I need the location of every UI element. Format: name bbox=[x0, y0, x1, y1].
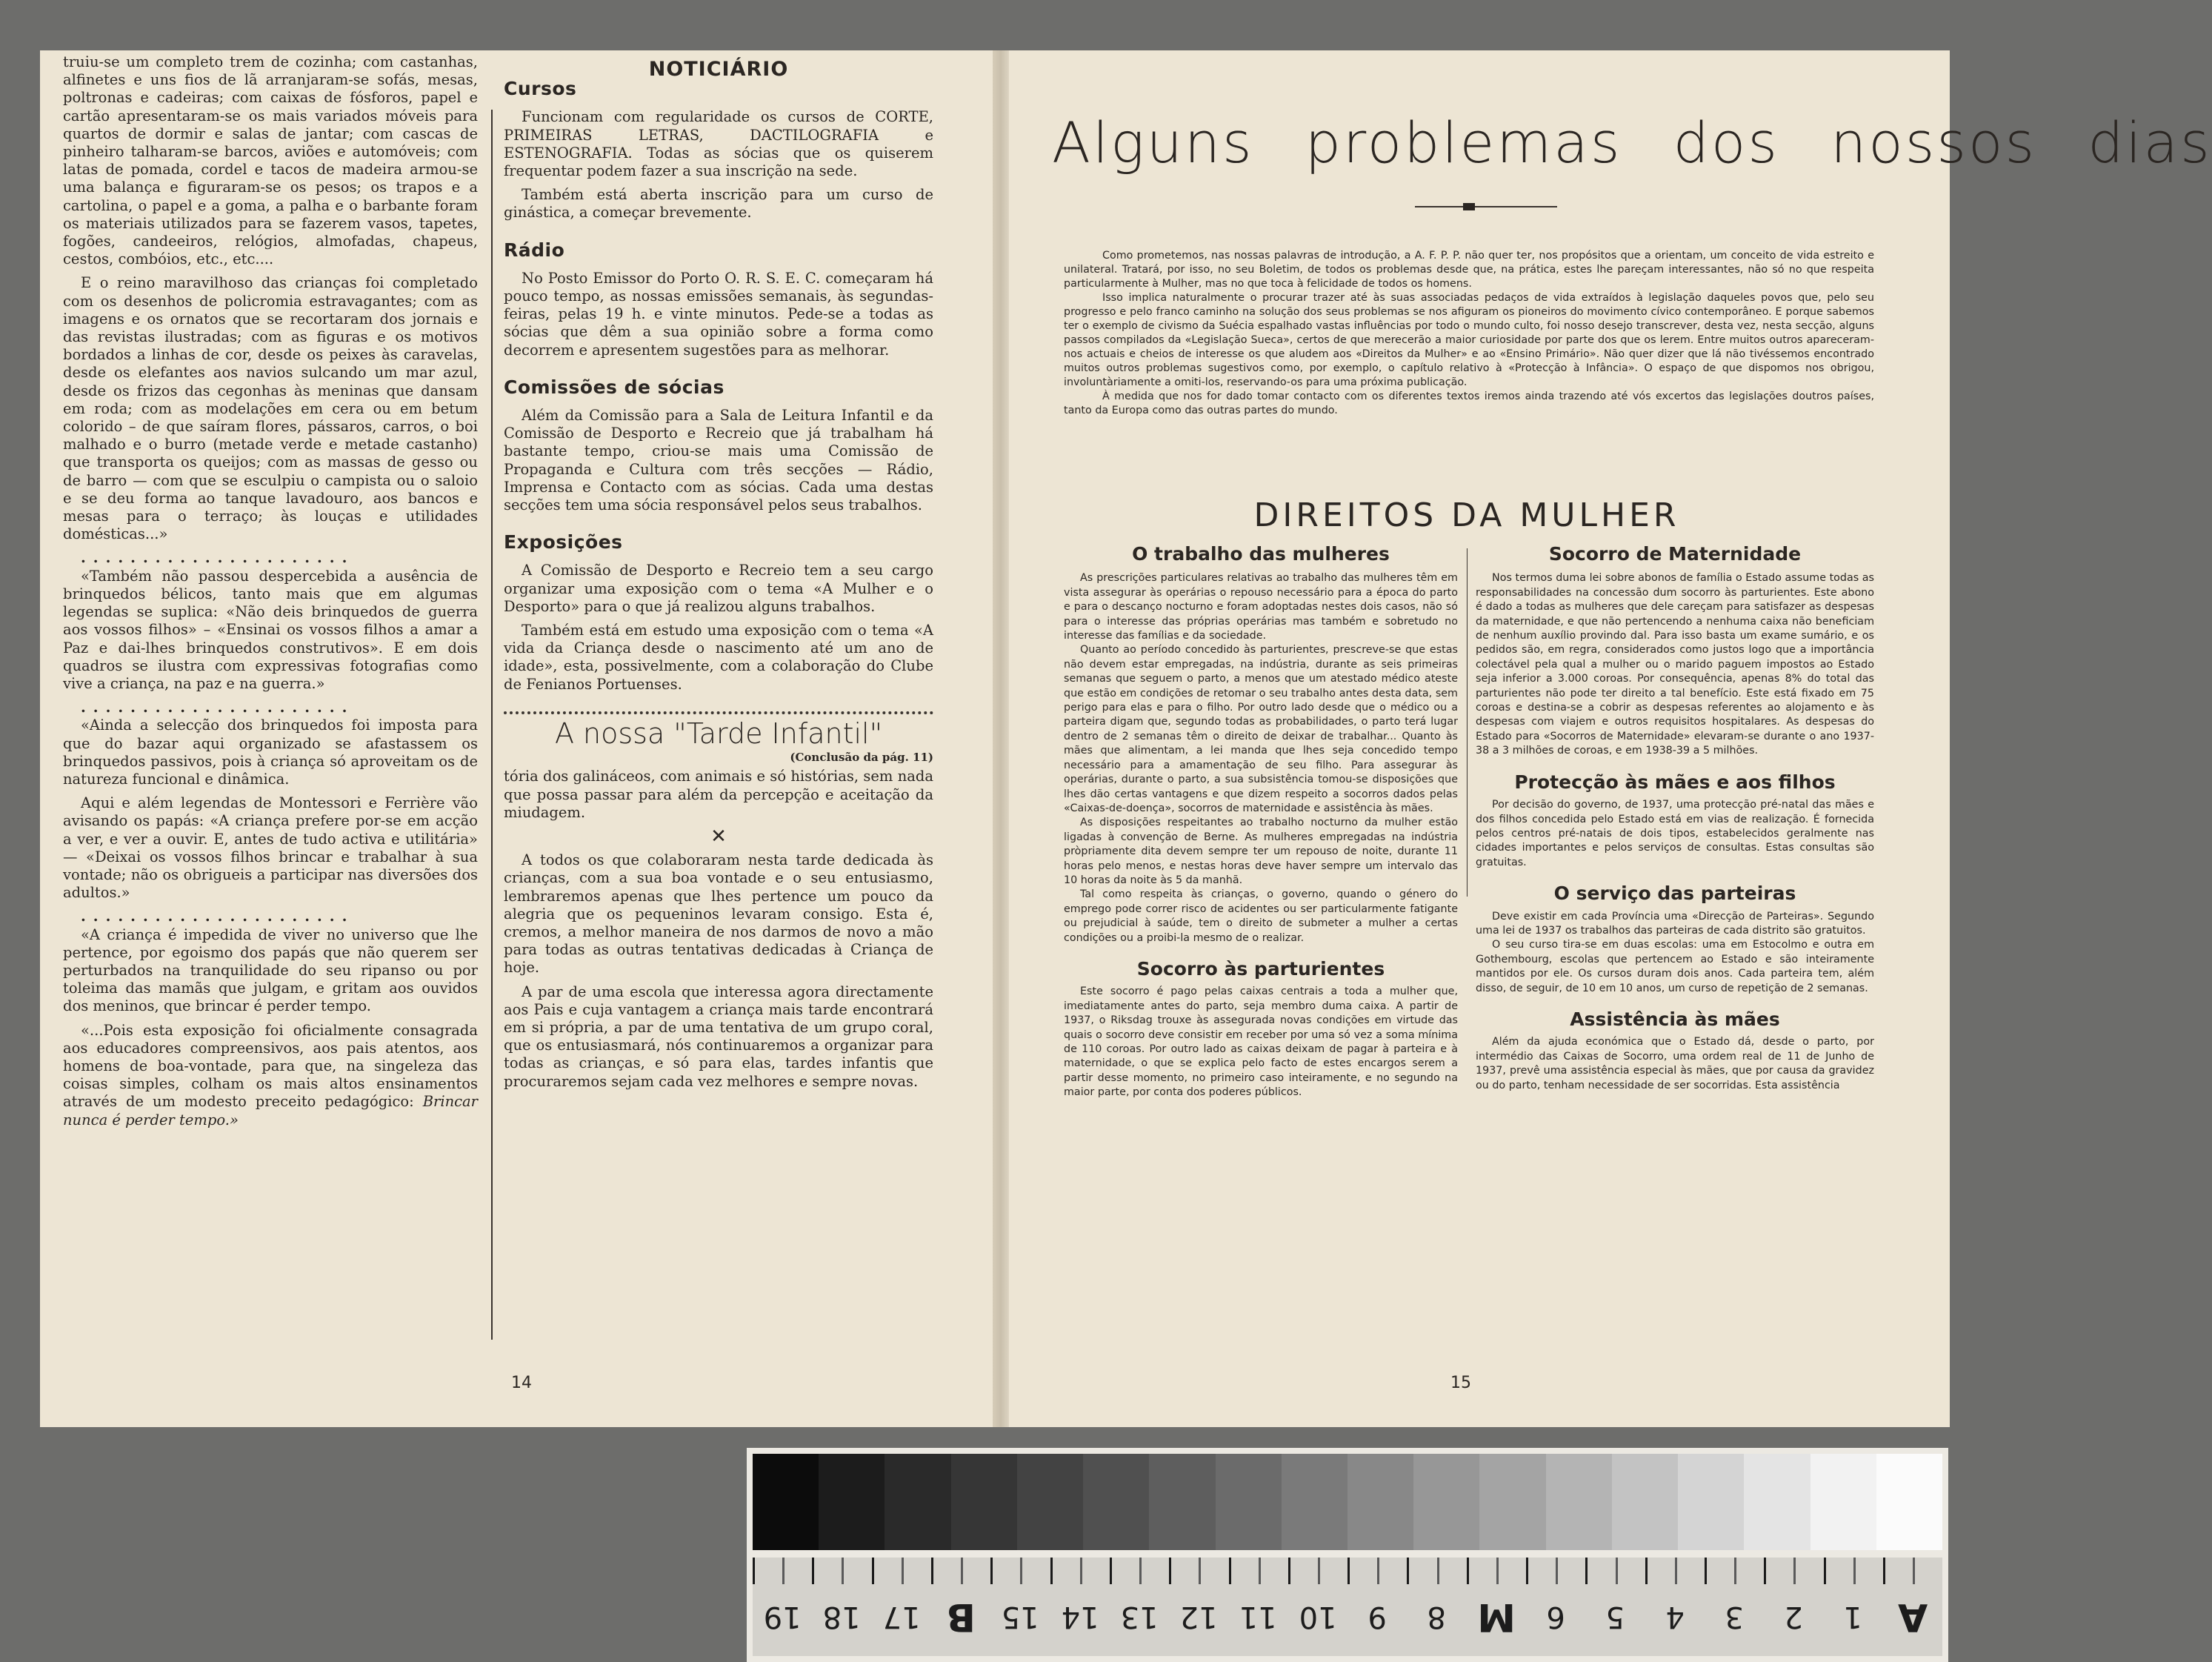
right-column-1 bbox=[1064, 542, 1458, 1360]
paragraph: A todos os que colaboraram nesta tarde dedicada às crianças, com a sua boa vontade e o seu entusiasmo, lembraremos apenas que lhes pertence um pouco da alegria que os pequeninos levaram consigo. Esta é, cremos, a melhor maneira de nos darmos de novo a mão para todas as outras tentativas dedicadas à Criança de hoje. bbox=[504, 851, 933, 977]
paragraph: Também está aberta inscrição para um curso de ginástica, a começar brevemente. bbox=[504, 186, 933, 222]
section-heading-exposicoes: Exposições bbox=[504, 531, 623, 554]
column-divider bbox=[1467, 548, 1468, 897]
scale-tick bbox=[1139, 1558, 1169, 1584]
section-heading-cursos: Cursos bbox=[504, 78, 577, 100]
scale-tick bbox=[1853, 1558, 1883, 1584]
scale-tick bbox=[1110, 1558, 1139, 1584]
scale-label: 13 bbox=[1120, 1600, 1159, 1634]
section-heading-socorro-parturientes: Socorro às parturientes bbox=[1136, 957, 1385, 980]
paragraph: Como prometemos, nas nossas palavras de introdução, a A. F. P. P. não quer ter, nos propósitos que a orientam, um conceito de vida estreito e unilateral. Tratará, por isso, no seu Boletim, de todos os problemas desde que, na prática, estes lhe pareçam interessantes, não só no que respeita particularmente à Mulher, mas no que toca à felicidade de todos os homens. bbox=[1064, 250, 1874, 290]
paragraph: «Também não passou despercebida a ausência de brinquedos bélicos, tanto mais que em algumas legendas se suplica: «Não deis brinquedos de guerra aos vossos filhos» – «Ensinai os vossos filhos a amar a Paz e dai-lhes brinquedos construtivos». E em dois quadros se ilustra com expressivas fotografias como vive a criança, na paz e na guerra.» bbox=[63, 567, 478, 692]
scale-label: 15 bbox=[1001, 1600, 1039, 1634]
closing-motto: Brincar nunca é perder tempo.» bbox=[63, 1093, 479, 1129]
gray-patch bbox=[1744, 1454, 1810, 1550]
noticiario-title: NOTICIÁRIO bbox=[648, 58, 789, 81]
page-number-left: 14 bbox=[511, 1374, 532, 1392]
scale-tick bbox=[1556, 1558, 1585, 1584]
gray-patch bbox=[1546, 1454, 1612, 1550]
scale-tick bbox=[1793, 1558, 1823, 1584]
gray-patch bbox=[1413, 1454, 1479, 1550]
scale-tick bbox=[1616, 1558, 1645, 1584]
right-column-2 bbox=[1476, 542, 1874, 1360]
grayscale-patches bbox=[753, 1454, 1942, 1550]
paragraph: No Posto Emissor do Porto O. R. S. E. C. começaram há pouco tempo, as nossas emissões semanais, às segundas-feiras, pelas 19 h. e vinte minutos. Pede-se a todas as sócias que dêm a sua opinião sobre a forma como decorrem e apresentem sugestões para as melhorar. bbox=[504, 269, 933, 359]
scale-tick bbox=[1169, 1558, 1199, 1584]
dot-separator: ...................... bbox=[81, 699, 355, 717]
section-heading-comissoes: Comissões de sócias bbox=[504, 376, 724, 398]
paragraph: tória dos galináceos, com animais e só histórias, sem nada que possa passar para além da percepção e aceitação da miudagem. bbox=[504, 768, 933, 821]
scale-label: 9 bbox=[1367, 1600, 1387, 1634]
scale-tick bbox=[1347, 1558, 1377, 1584]
scale-label: 8 bbox=[1427, 1600, 1447, 1634]
scale-tick bbox=[1675, 1558, 1705, 1584]
gray-patch bbox=[1612, 1454, 1678, 1550]
paragraph: A par de uma escola que interessa agora directamente aos Pais e cuja vantagem a criança mais tarde encontrará em si própria, a par de uma tentativa de um grupo coral, que os entusiasmará, nós continuaremos a organizar para todas as crianças, e só para elas, tardes infantis que procuraremos sejam cada vez melhores e sempre novas. bbox=[504, 983, 933, 1090]
intro-text bbox=[1064, 249, 1874, 479]
column-divider bbox=[491, 110, 493, 1340]
scale-labels bbox=[753, 1587, 1942, 1646]
paragraph: Este socorro é pago pelas caixas centrais a toda a mulher que, imediatamente antes do parto, seja membro duma caixa. A partir de 1937, o Riksdag trouxe às assegurada novas condições em virtude das quais o socorro deve consistir em receber por uma só vez a soma mínima de 110 coroas. Por outro lado as caixas deixam de pagar à parteira e à maternidade, o que se explica pelo facto de estes encargos serem a partir desse momento, no primeiro caso inteiramente, e no segundo na maior parte, por conta dos poderes públicos. bbox=[1064, 985, 1458, 1099]
scale-tick bbox=[1764, 1558, 1793, 1584]
scale-tick bbox=[1883, 1558, 1913, 1584]
dotted-rule bbox=[504, 711, 933, 714]
gray-patch bbox=[1479, 1454, 1545, 1550]
scale-tick bbox=[782, 1558, 812, 1584]
gray-patch bbox=[1678, 1454, 1744, 1550]
gray-patch bbox=[1282, 1454, 1347, 1550]
scale-tick bbox=[1377, 1558, 1407, 1584]
paragraph: O seu curso tira-se em duas escolas: uma em Estocolmo e outra em Gothembourg, escolas que pertencem ao Estado e são inteiramente mantidos por ele. Os cursos duram dois anos. Cada parteira tem, além disso, de seguir, de 10 em 10 anos, um curso de repetição de 2 semanas. bbox=[1476, 939, 1874, 994]
scale-label: 14 bbox=[1061, 1600, 1099, 1634]
dot-separator: ...................... bbox=[81, 549, 355, 567]
scale-tick bbox=[1645, 1558, 1675, 1584]
paragraph: E o reino maravilhoso das crianças foi completado com os desenhos de policromia estravagantes; com as imagens e os ornatos que se recortaram dos jornais e das revistas ilustradas; com as figuras e os motivos bordados a linhas de cor, desde os peixes às caravelas, desde os elefantes aos navios sulcando um mar azul, desde os frizos das cegonhas às meninas que dansam em roda; com as modelações em cera ou em betum colorido – de que saíram flores, pássaros, carros, o boi malhado e o burro (metade verde e metade castanho) que transporta os queijos; com as massas de gesso ou de barro — com que se esculpiu o campista ou o saloio e se deu forma ao tanque lavadouro, aos bancos e mesas para o terraço; às louças e utilidades domésticas...» bbox=[63, 274, 478, 543]
paragraph: Por decisão do governo, de 1937, uma protecção pré-natal das mães e dos filhos concedida pelo Estado está em vias de realização. É fornecida pelos centros pré-natais de dois tipos, estabelecidos geralmente nas cidades importantes e pelos serviços de consultas. Estas consultas são gratuitas. bbox=[1476, 799, 1874, 868]
gray-patch bbox=[1017, 1454, 1083, 1550]
gray-patch bbox=[951, 1454, 1017, 1550]
color-calibration-target bbox=[747, 1448, 1948, 1662]
paragraph: Além da Comissão para a Sala de Leitura Infantil e da Comissão de Desporto e Recreio que já trabalham há bastante tempo, criou-se mais uma Comissão de Propaganda e Cultura com três secções — Rádio, Imprensa e Contacto com as sócias. Cada uma destas secções tem uma sócia responsável pelos seus trabalhos. bbox=[504, 407, 933, 514]
gray-patch bbox=[1876, 1454, 1942, 1550]
scale-tick bbox=[1467, 1558, 1496, 1584]
left-column-1 bbox=[63, 53, 478, 1328]
scale-label: 19 bbox=[763, 1600, 802, 1634]
scale-tick bbox=[1050, 1558, 1080, 1584]
book-spine bbox=[993, 50, 1009, 1427]
gray-patch bbox=[885, 1454, 950, 1550]
tarde-infantil-title: A nossa "Tarde Infantil" bbox=[554, 717, 883, 750]
scale-tick bbox=[1229, 1558, 1259, 1584]
scale-tick bbox=[1288, 1558, 1318, 1584]
paragraph: Além da ajuda económica que o Estado dá, desde o parto, por intermédio das Caixas de Socorro, uma ordem real de 11 de Junho de 1937, prevê uma assistência especial às mães, que por causa da gravidez ou do parto, tenham necessidade de ser socorridas. Esta assistência bbox=[1476, 1036, 1874, 1091]
scale-tick bbox=[842, 1558, 871, 1584]
section-heading-parteiras: O serviço das parteiras bbox=[1553, 882, 1796, 905]
title-rule-mark bbox=[1463, 203, 1475, 210]
scale-tick bbox=[812, 1558, 842, 1584]
paragraph: As prescrições particulares relativas ao trabalho das mulheres têm em vista assegurar às operárias o repouso necessário para a época do parto e para o descanço nocturno e foram adoptadas nestes dois casos, não só para o interesse das próprias operárias mas também e sobretudo no interesse das famílias e da sociedade. bbox=[1064, 572, 1458, 642]
gray-patch bbox=[1347, 1454, 1413, 1550]
paragraph: «Ainda a selecção dos brinquedos foi imposta para que do bazar aqui organizado se afastassem os brinquedos passivos, pois à criança só aproveitam os de natureza funcional e dinâmica. bbox=[63, 717, 478, 788]
scale-tick bbox=[1318, 1558, 1347, 1584]
scale-tick bbox=[990, 1558, 1020, 1584]
scale-label: 5 bbox=[1605, 1600, 1625, 1634]
paragraph: Funcionam com regularidade os cursos de CORTE, PRIMEIRAS LETRAS, DACTILOGRAFIA e ESTENOGRAFIA. Todas as sócias que os quiserem frequentar podem fazer a sua inscrição na sede. bbox=[504, 108, 933, 180]
scale-tick bbox=[1526, 1558, 1556, 1584]
scale-label: 18 bbox=[823, 1600, 861, 1634]
scale-label: B bbox=[946, 1595, 976, 1639]
section-heading-assistencia: Assistência às mães bbox=[1570, 1008, 1780, 1030]
scale-label: 3 bbox=[1725, 1600, 1744, 1634]
measurement-scale bbox=[753, 1558, 1942, 1656]
scale-tick bbox=[1705, 1558, 1734, 1584]
scale-tick bbox=[1913, 1558, 1942, 1584]
scale-label: 10 bbox=[1299, 1600, 1337, 1634]
scale-label: 11 bbox=[1239, 1600, 1278, 1634]
paragraph: «A criança é impedida de viver no universo que lhe pertence, por egoismo dos papás que não querem ser perturbados na tranquilidade do seu ripanso ou por toleima das mamãs que julgam, e gritam aos ouvidos dos meninos, que brincar é perder tempo. bbox=[63, 925, 478, 1015]
section-heading-trabalho: O trabalho das mulheres bbox=[1132, 543, 1390, 565]
title-rule bbox=[1415, 206, 1557, 207]
cross-ornament: ✕ bbox=[710, 825, 727, 848]
scale-tick bbox=[1407, 1558, 1436, 1584]
page-number-right: 15 bbox=[1450, 1374, 1471, 1392]
scale-tick bbox=[1496, 1558, 1526, 1584]
scale-ticks bbox=[753, 1558, 1942, 1584]
paragraph: Isso implica naturalmente o procurar trazer até às suas associadas pedaços de vida extraídos à legislação daqueles povos que, pelo seu progresso e pelo franco caminho na solução dos seus problemas se nos afiguram os pioneiros do movimento cívico contemporâneo. E porque sabemos ter o exemplo de civismo da Suécia espalhado vastas influências por todo o mundo culto, foi nosso desejo transcrever, desta vez, nesta secção, alguns passos compilados da «Legislação Sueca», certos de que merecerão a maior curiosidade por parte dos que os lerem. Entre muitos outros apareceram-nos actuais e cheios de interesse os que aludem aos «Direitos da Mulher» e ao «Ensino Primário». Não quer dizer que lá não tivéssemos encontrado muitos outros problemas sugestivos como, por exemplo, o capítulo relativo à «Protecção à Infância». O espaço de que dispomos nos obrigou, involuntàriamente a omiti-los, reservando-os para uma próxima publicação. bbox=[1064, 292, 1874, 388]
paragraph: Deve existir em cada Província uma «Direcção de Parteiras». Segundo uma lei de 1937 os trabalhos das parteiras de cada distrito são gratuitos. bbox=[1476, 910, 1874, 937]
left-column-2 bbox=[504, 58, 933, 1335]
gray-patch bbox=[1083, 1454, 1149, 1550]
paragraph: Também está em estudo uma exposição com o tema «A vida da Criança desde o nascimento até um ano de idade», esta, possivelmente, com a colaboração do Clube de Fenianos Portuenses. bbox=[504, 622, 933, 693]
dot-separator: ...................... bbox=[81, 908, 355, 925]
gray-patch bbox=[753, 1454, 819, 1550]
scale-label: 6 bbox=[1546, 1600, 1565, 1634]
scale-label: 2 bbox=[1784, 1600, 1803, 1634]
scale-label: 17 bbox=[882, 1600, 921, 1634]
gray-patch bbox=[819, 1454, 885, 1550]
main-title: Alguns problemas dos nossos dias bbox=[1052, 110, 2212, 176]
scale-tick bbox=[961, 1558, 990, 1584]
gray-patch bbox=[1149, 1454, 1215, 1550]
paragraph: À medida que nos for dado tomar contacto com os diferentes textos iremos ainda trazendo até vós excertos das legislações doutros países, tanto da Europa como das outras partes do mundo. bbox=[1064, 390, 1874, 416]
scale-label: A bbox=[1897, 1595, 1928, 1639]
paragraph: A Comissão de Desporto e Recreio tem a seu cargo organizar uma exposição com o tema «A Mulher e o Desporto» para o que já realizou alguns trabalhos. bbox=[504, 562, 933, 615]
paragraph: Aqui e além legendas de Montessori e Ferrière vão avisando os papás: «A criança prefere por-se em acção a ver, e ver a ouvir. E, antes de tudo activa e utilitária» — «Deixai os vossos filhos brincar e trabalhar à sua vontade; não os obrigueis a participar nas diversões dos adultos.» bbox=[63, 794, 478, 902]
gray-patch bbox=[1216, 1454, 1282, 1550]
paragraph: truiu-se um completo trem de cozinha; com castanhas, alfinetes e uns fios de lã arranjaram-se sofás, mesas, poltronas e cadeiras; com caixas de fósforos, papel e cartão apresentaram-se os mais variados móveis para quartos de dormir e salas de jantar; com cascas de pinheiro talharam-se barcos, aviões e automóveis; com latas de pomada, cordel e tacos de madeira armou-se uma balança e figuraram-se os pesos; os trapos e a cartolina, o papel e a goma, a palha e o barbante foram os materiais utilizados para se fazerem vasos, tapetes, fogões, candeeiros, relógios, almofadas, chapeus, cestos, combóios, etc., etc.... bbox=[63, 53, 478, 268]
paragraph-text: «...Pois esta exposição foi oficialmente consagrada aos educadores compreensivos, aos pais atentos, aos homens de boa-vontade, para que, na singeleza das coisas simples, colham os mais altos ensinamentos através de um modesto preceito pedagógico: bbox=[63, 1021, 478, 1111]
section-heading-socorro-maternidade: Socorro de Maternidade bbox=[1548, 543, 1802, 565]
scale-tick bbox=[1824, 1558, 1853, 1584]
scale-tick bbox=[902, 1558, 931, 1584]
paragraph: Quanto ao período concedido às parturientes, prescreve-se que estas não devem estar empregadas, na indústria, durante as seis primeiras semanas que seguem o parto, a menos que um atestado médico ateste que estão em condições de retomar o seu trabalho antes desta data, sem perigo para elas e para o filho. Por outro lado desde que o médico ou a parteira digam que, segundo todas as probabilidades, o parto terá lugar dentro de 2 semanas têm o direito de deixar de trabalhar... Quanto às mães que alimentam, a lei manda que lhes seja concedido tempo necessário para a amamentação de seu filho. Para assegurar às operárias, durante o parto, a sua subsistência tomou-se disposições que lhes dão certas vantagens e que dizem respeito a socorros dados pelas «Caixas-de-doença», socorros de maternidade e assistência às mães. bbox=[1064, 644, 1458, 814]
section-heading-proteccao: Protecção às mães e aos filhos bbox=[1514, 771, 1836, 793]
scale-tick bbox=[1585, 1558, 1615, 1584]
gray-patch bbox=[1810, 1454, 1876, 1550]
scale-tick bbox=[1259, 1558, 1288, 1584]
scale-label: M bbox=[1476, 1595, 1516, 1639]
scale-tick bbox=[753, 1558, 782, 1584]
scale-tick bbox=[1437, 1558, 1467, 1584]
scale-label: 12 bbox=[1179, 1600, 1218, 1634]
paragraph bbox=[63, 1022, 478, 1129]
scale-tick bbox=[1020, 1558, 1050, 1584]
continuation-note: (Conclusão da pág. 11) bbox=[790, 751, 933, 765]
scale-label: 1 bbox=[1843, 1600, 1863, 1634]
scale-tick bbox=[1734, 1558, 1764, 1584]
scale-tick bbox=[931, 1558, 961, 1584]
scale-tick bbox=[1199, 1558, 1228, 1584]
direitos-da-mulher-title: DIREITOS DA MULHER bbox=[1253, 496, 1680, 534]
scale-tick bbox=[1080, 1558, 1110, 1584]
paragraph: As disposições respeitantes ao trabalho nocturno da mulher estão ligadas à convenção de Berne. As mulheres empregadas na indústria pròpriamente dita devem sempre ter um repouso de noite, durante 11 horas pelo menos, e nestas horas deve haver sempre um intervalo das 10 horas da noite às 5 da manhã. bbox=[1064, 817, 1458, 886]
section-heading-radio: Rádio bbox=[504, 239, 565, 261]
paragraph: Tal como respeita às crianças, o governo, quando o género do emprego pode correr risco de acidentes ou ser particularmente fatigante ou prejudicial à saúde, tem o direito de submeter a mulher a certas condições ou a proibi-la mesmo de o realizar. bbox=[1064, 888, 1458, 944]
scale-label: 4 bbox=[1665, 1600, 1685, 1634]
paragraph: Nos termos duma lei sobre abonos de família o Estado assume todas as responsabilidades na concessão dum socorro às parturientes. Este abono é dado a todas as mulheres que dele careçam para satisfazer as despesas da maternidade, e que não pertencendo a nenhuma caixa não beneficiam de nenhum auxílio provindo dal. Para isso basta um exame sumário, e os pedidos são, em regra, considerados como justos logo que a importância colectável pela qual a mulher ou o marido paguem impostos ao Estado seja inferior a 3.000 coroas. Por consequência, apenas 8% do total das parturientes não pode ter direito a tal benefício. Este está fixado em 75 coroas e destina-se a cobrir as despesas referentes ao alojamento e às despesas com viajem e outros requisitos hospitalares. As despesas do Estado para «Socorros de Maternidade» elevaram-se durante o ano 1937-38 a 3 milhões de coroas, e em 1938-39 a 5 milhões. bbox=[1476, 572, 1874, 757]
scale-tick bbox=[872, 1558, 902, 1584]
